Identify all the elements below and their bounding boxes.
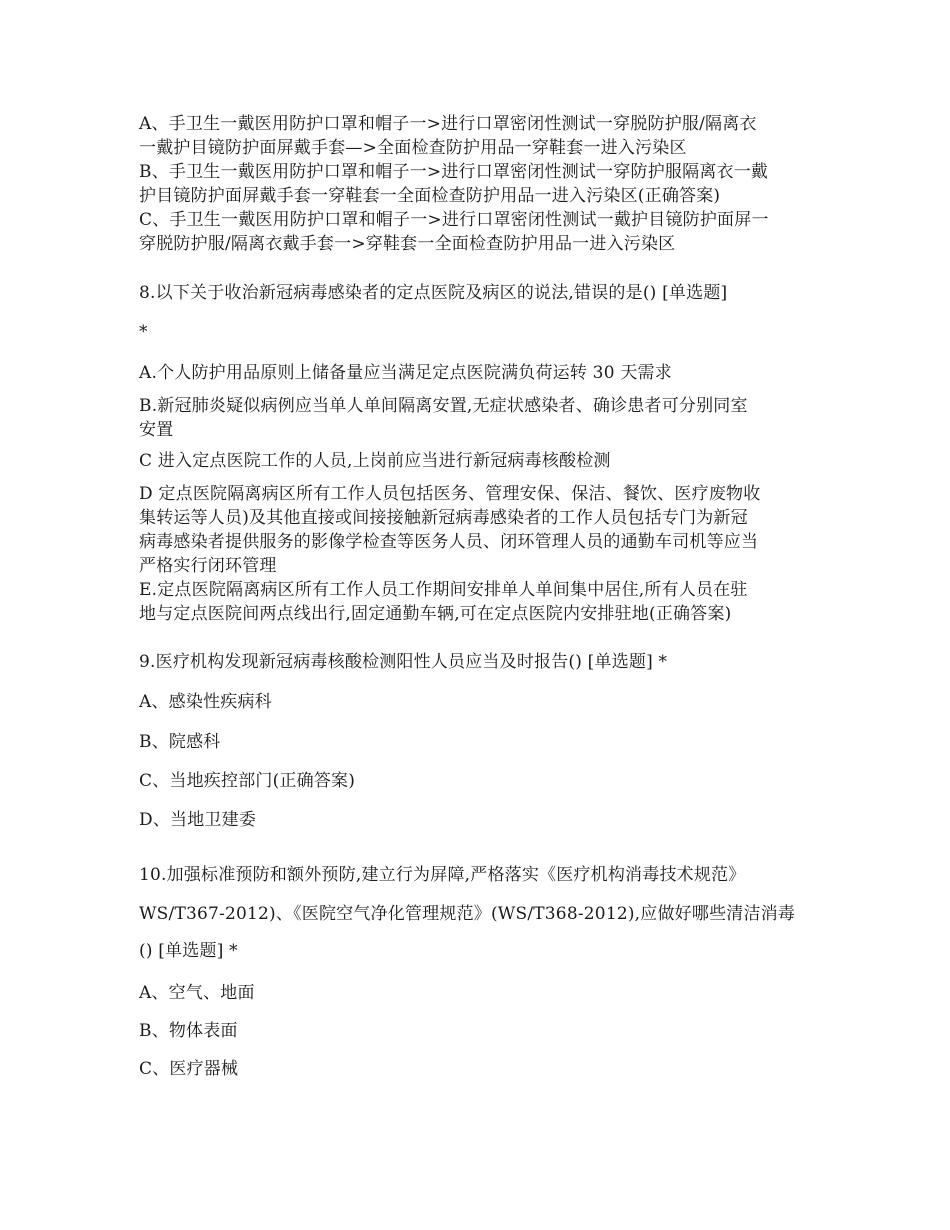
- q10-question-line-3: () [单选题] *: [139, 941, 238, 961]
- q8-option-d-line-2: 集转运等人员)及其他直接或间接接触新冠病毒感染者的工作人员包括专门为新冠: [139, 508, 748, 528]
- q9-option-c: C、当地疾控部门(正确答案): [139, 771, 356, 791]
- q9-question: 9.医疗机构发现新冠病毒核酸检测阳性人员应当及时报告() [单选题] *: [139, 652, 668, 672]
- q8-option-b-line-1: B.新冠肺炎疑似病例应当单人单间隔离安置,无症状感染者、确诊患者可分别同室: [139, 396, 748, 416]
- q7-option-b-line-1: B、手卫生一戴医用防护口罩和帽子一>进行口罩密闭性测试一穿防护服隔离衣一戴: [139, 162, 769, 182]
- q8-option-e-line-1: E.定点医院隔离病区所有工作人员工作期间安排单人单间集中居住,所有人员在驻: [139, 580, 748, 600]
- q10-option-b: B、物体表面: [139, 1021, 238, 1041]
- q8-option-c: C 进入定点医院工作的人员,上岗前应当进行新冠病毒核酸检测: [139, 451, 611, 471]
- q8-question: 8.以下关于收治新冠病毒感染者的定点医院及病区的说法,错误的是() [单选题]: [139, 283, 728, 303]
- q9-option-b: B、院感科: [139, 732, 221, 752]
- q7-option-b-line-2: 护目镜防护面屏戴手套一穿鞋套一全面检查防护用品一进入污染区(正确答案): [139, 186, 721, 206]
- q7-option-c-line-2: 穿脱防护服/隔离衣戴手套一>穿鞋套一全面检查防护用品一进入污染区: [139, 234, 676, 254]
- q7-option-c-line-1: C、手卫生一戴医用防护口罩和帽子一>进行口罩密闭性测试一戴护目镜防护面屏一: [139, 210, 769, 230]
- q7-option-a-line-2: 一戴护目镜防护面屏戴手套—>全面检查防护用品一穿鞋套一进入污染区: [139, 138, 687, 158]
- q10-option-a: A、空气、地面: [139, 983, 255, 1003]
- q10-question-line-2: WS/T367-2012)、《医院空气净化管理规范》(WS/T368-2012),应做好哪些清洁消毒: [139, 904, 796, 924]
- q10-question-line-1: 10.加强标准预防和额外预防,建立行为屏障,严格落实《医疗机构消毒技术规范》: [139, 865, 746, 885]
- q8-option-e-line-2: 地与定点医院间两点线出行,固定通勤车辆,可在定点医院内安排驻地(正确答案): [139, 604, 732, 624]
- q7-option-a-line-1: A、手卫生一戴医用防护口罩和帽子一>进行口罩密闭性测试一穿脱防护服/隔离衣: [139, 114, 757, 134]
- q8-option-d-line-4: 严格实行闭环管理: [139, 556, 277, 576]
- q8-required-mark: *: [139, 322, 148, 342]
- q8-option-a: A.个人防护用品原则上储备量应当满足定点医院满负荷运转 30 天需求: [139, 363, 672, 383]
- q10-option-c: C、医疗器械: [139, 1059, 239, 1079]
- q9-option-d: D、当地卫建委: [139, 810, 257, 830]
- q9-option-a: A、感染性疾病科: [139, 692, 272, 712]
- q8-option-b-line-2: 安置: [139, 420, 174, 440]
- q8-option-d-line-1: D 定点医院隔离病区所有工作人员包括医务、管理安保、保洁、餐饮、医疗废物收: [139, 484, 761, 504]
- q8-option-d-line-3: 病毒感染者提供服务的影像学检查等医务人员、闭环管理人员的通勤车司机等应当: [139, 532, 759, 552]
